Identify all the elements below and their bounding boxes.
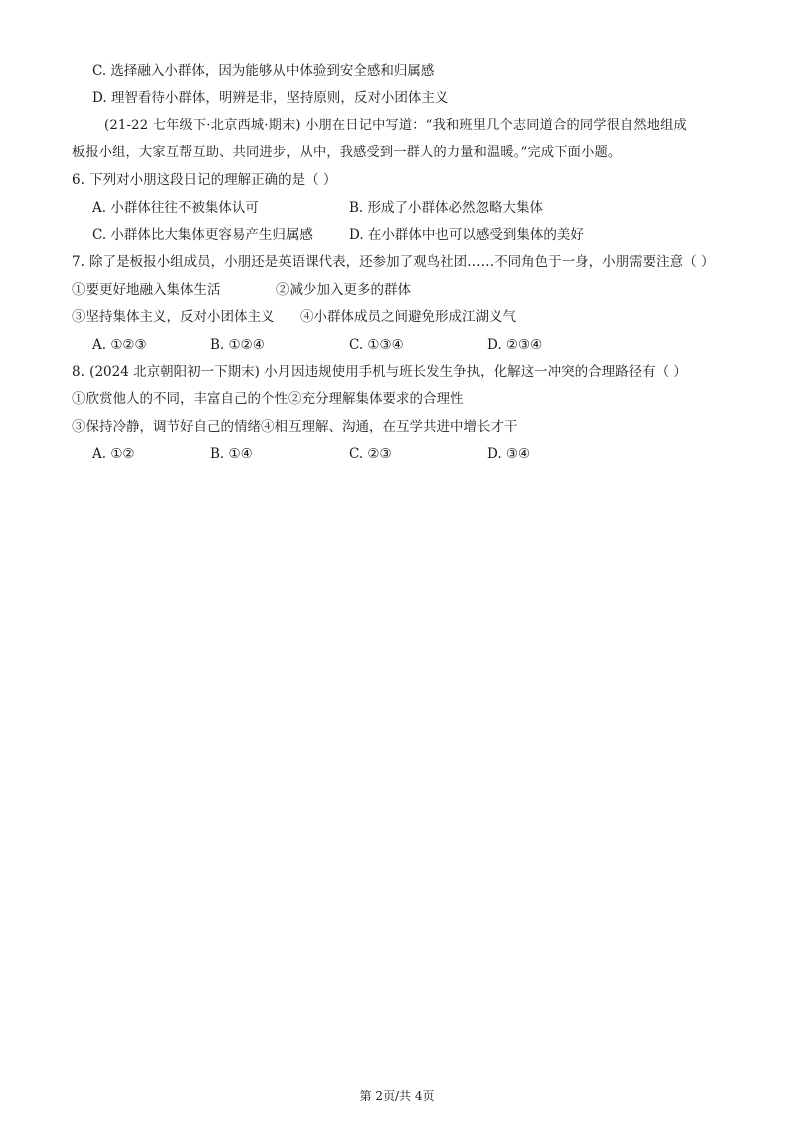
q6-option-b: B. 形成了小群体必然忽略大集体 <box>349 200 544 216</box>
passage-line-1: (21-22 七年级下·北京西城·期末) 小朋在日记中写道：“我和班里几个志同道合的同学很自然地组成 <box>104 118 687 133</box>
q8-statements-3-4: ③保持冷静，调节好自己的情绪④相互理解、沟通，在互学共进中增长才干 <box>72 419 518 435</box>
q8-option-b: B. ①④ <box>210 446 253 462</box>
q7-statement-4: ④小群体成员之间避免形成江湖义气 <box>300 309 516 325</box>
q7-stem: 7. 除了是板报小组成员，小朋还是英语课代表，还参加了观鸟社团……不同角色于一身，小朋需要注意（ ） <box>72 254 715 270</box>
q7-statement-3: ③坚持集体主义，反对小团体主义 <box>72 309 275 325</box>
q7-option-c: C. ①③④ <box>349 337 404 353</box>
q5-option-d: D. 理智看待小群体，明辨是非，坚持原则，反对小团体主义 <box>92 90 449 106</box>
q6-option-d: D. 在小群体中也可以感受到集体的美好 <box>349 227 584 243</box>
q8-option-d: D. ③④ <box>487 446 531 462</box>
q8-option-c: C. ②③ <box>349 446 392 462</box>
q7-option-d: D. ②③④ <box>487 337 543 353</box>
q6-stem: 6. 下列对小朋这段日记的理解正确的是（ ） <box>72 172 337 188</box>
page-number-footer: 第 2页/共 4页 <box>359 1089 435 1103</box>
q6-option-c: C. 小群体比大集体更容易产生归属感 <box>92 227 313 243</box>
q8-stem: 8. (2024 北京朝阳初一下期末) 小月因违规使用手机与班长发生争执，化解这一冲突的合理路径有（ ） <box>72 364 687 380</box>
q8-option-a: A. ①② <box>92 446 135 462</box>
q8-statements-1-2: ①欣赏他人的不同，丰富自己的个性②充分理解集体要求的合理性 <box>72 391 464 407</box>
q6-option-a: A. 小群体往往不被集体认可 <box>92 200 259 216</box>
q7-statement-1: ①要更好地融入集体生活 <box>72 282 221 298</box>
q5-option-c: C. 选择融入小群体，因为能够从中体验到安全感和归属感 <box>92 63 435 79</box>
q7-option-b: B. ①②④ <box>210 337 265 353</box>
passage-line-2: 板报小组，大家互帮互助、共同进步，从中，我感受到一群人的力量和温暖。”完成下面小题。 <box>72 145 622 160</box>
q7-statement-2: ②减少加入更多的群体 <box>276 282 411 298</box>
q7-option-a: A. ①②③ <box>92 337 147 353</box>
